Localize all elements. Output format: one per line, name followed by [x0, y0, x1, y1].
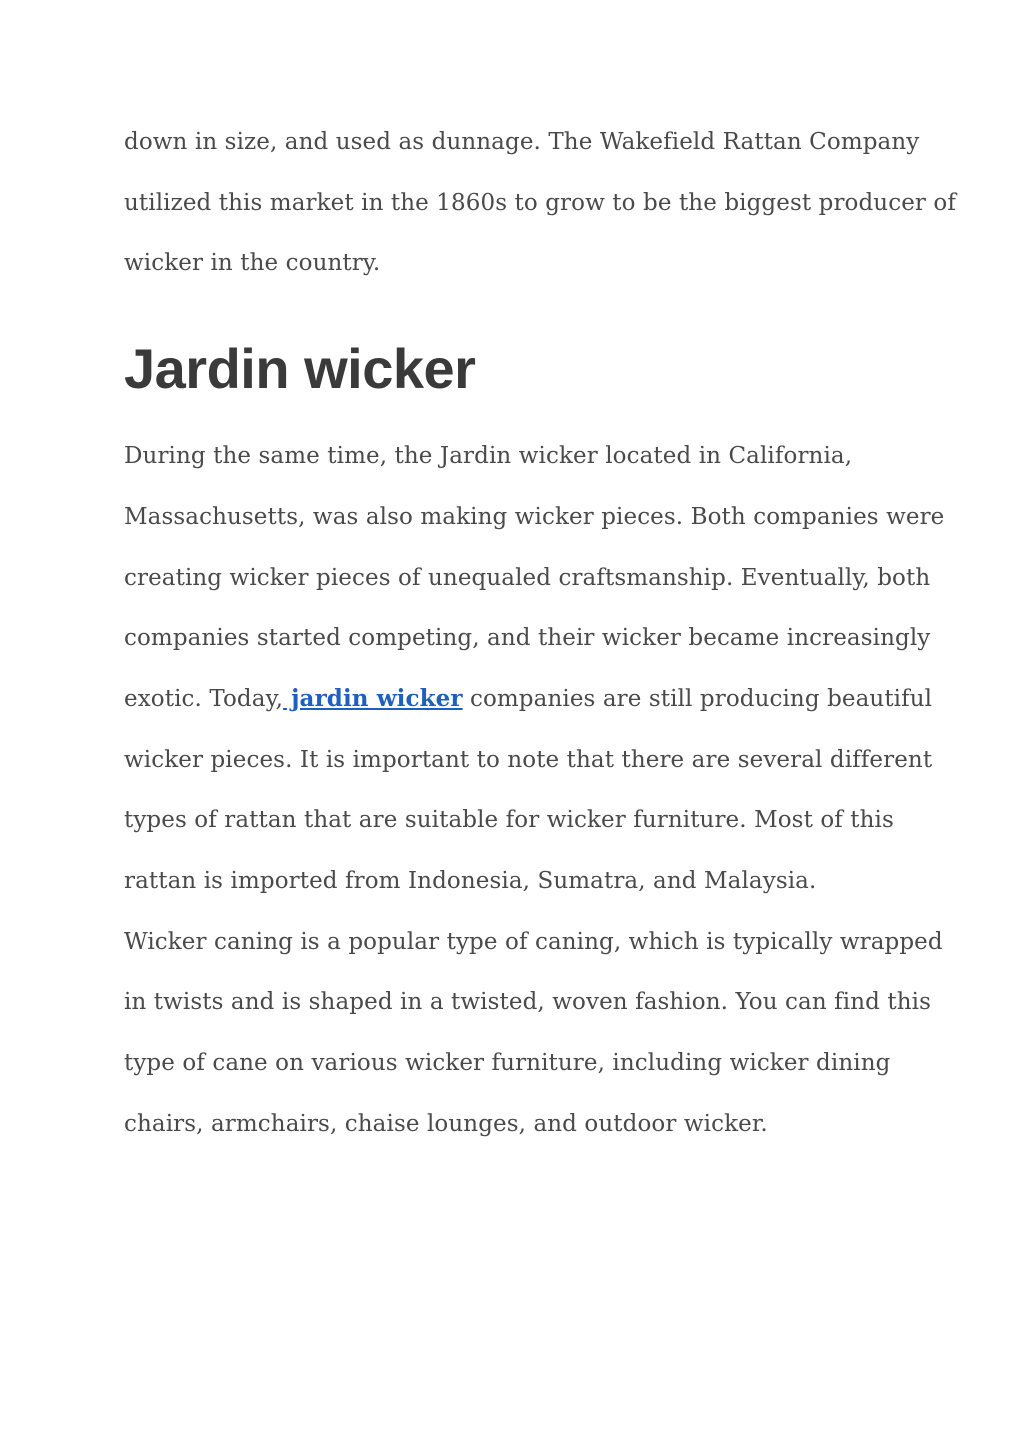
text-line: types of rattan that are suitable for wicker furniture. Most of this: [124, 807, 894, 834]
intro-paragraph: [124, 112, 956, 294]
text-line: During the same time, the Jardin wicker located in California,: [124, 443, 853, 470]
text-line: wicker in the country.: [124, 250, 381, 277]
text-line: companies started competing, and their wicker became increasingly: [124, 625, 931, 652]
text-line: rattan is imported from Indonesia, Sumatra, and Malaysia.: [124, 868, 817, 895]
text-line: wicker pieces. It is important to note that there are several different: [124, 746, 933, 773]
link-prefix-text: exotic. Today,: [124, 685, 284, 712]
text-line: down in size, and used as dunnage. The Wakefield Rattan Company: [124, 129, 920, 155]
text-line: type of cane on various wicker furniture, including wicker dining: [124, 1050, 891, 1077]
text-line-with-link: [124, 669, 933, 730]
text-line: Wicker caning is a popular type of caning, which is typically wrapped: [124, 928, 943, 955]
section-paragraph: [124, 426, 945, 1154]
text-line: creating wicker pieces of unequaled craftsmanship. Eventually, both: [124, 564, 931, 591]
text-line: Massachusetts, was also making wicker pieces. Both companies were: [124, 503, 945, 530]
document-page: [124, 112, 956, 1155]
text-line: utilized this market in the 1860s to grow to be the biggest producer of: [124, 189, 956, 216]
section-heading: Jardin wicker: [124, 337, 476, 401]
link-suffix-text: companies are still producing beautiful: [462, 685, 933, 712]
text-line: in twists and is shaped in a twisted, woven fashion. You can find this: [124, 989, 931, 1016]
jardin-wicker-link[interactable]: jardin wicker: [283, 684, 463, 712]
text-line: chairs, armchairs, chaise lounges, and outdoor wicker.: [124, 1110, 768, 1137]
